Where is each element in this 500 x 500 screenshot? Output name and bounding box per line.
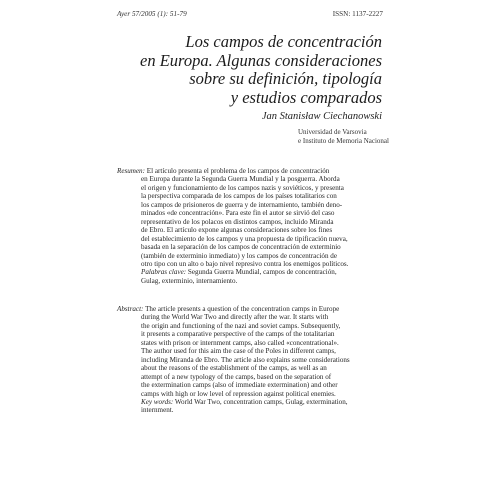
journal-citation: Ayer 57/2005 (1): 51-79 [117, 10, 187, 18]
resumen-line: el origen y funcionamiento de los campos nazis y soviéticos, y presenta [141, 183, 344, 192]
resumen-line: basada en la separación de los campos de concentración de exterminio [141, 243, 341, 252]
keywords-line: Gulag, exterminio, internamiento. [141, 276, 238, 285]
abstract-line: states with prison or internment camps, also called «concentrational». [141, 338, 339, 347]
resumen-line: los campos de prisioneros de guerra y de internamiento, también deno- [141, 200, 343, 209]
abstract-line: the extermination camps (also of immediate extermination) and other [141, 381, 338, 390]
author-affiliation [298, 128, 389, 145]
resumen-line: en Europa durante la Segunda Guerra Mundial y la posguerra. Aborda [141, 175, 340, 184]
title-line: y estudios comparados [230, 87, 382, 107]
abstract-line: attempt of a new typology of the camps, based on the separation of [141, 372, 332, 381]
resumen-line: minados «de concentración». Para este fin el autor se sirvió del caso [141, 209, 335, 218]
abstract-block [117, 305, 382, 415]
abstract-line: about the reasons of the establishment of the camps, as well as an [141, 364, 327, 373]
resumen-line: Resumen: El artículo presenta el problema de los campos de concentración [117, 167, 330, 175]
resumen-line: representativo de los polacos en distintos campos, incluido Miranda [141, 217, 334, 226]
keywords-line: Key words: World War Two, concentration camps, Gulag, extermination, [141, 397, 348, 406]
author-name: Jan Stanisław Ciechanowski [261, 111, 382, 122]
resumen-line: de Ebro. El artículo expone algunas consideraciones sobre los fines [141, 226, 333, 235]
abstract-line: the origin and functioning of the nazi and soviet camps. Subsequently, [141, 321, 341, 330]
resumen-line: del establecimiento de los campos y una propuesta de tipificación nueva, [141, 234, 348, 243]
title-line: en Europa. Algunas consideraciones [140, 50, 382, 70]
page-header [117, 10, 383, 18]
keywords-line: internment. [141, 406, 174, 415]
palabras-clave-label: Palabras clave: [141, 268, 187, 277]
resumen-line: otro tipo con un alto o bajo nivel represivo contra los enemigos políticos. [141, 259, 349, 268]
resumen-label: Resumen: [117, 167, 145, 175]
abstract-line: including Miranda de Ebro. The article also explains some considerations [141, 355, 350, 364]
title-line: Los campos de concentración [185, 32, 382, 51]
key-words-label: Key words: [141, 397, 174, 406]
keywords-line: Palabras clave: Segunda Guerra Mundial, campos de concentración, [141, 268, 337, 277]
issn-number: ISSN: 1137-2227 [332, 10, 383, 18]
abstract-label: Abstract: [117, 305, 144, 313]
affiliation-line: Universidad de Varsovia [298, 128, 367, 136]
abstract-line: The author used for this aim the case of the Poles in different camps, [141, 347, 336, 356]
affiliation-line: e Instituto de Memoria Nacional [298, 136, 389, 145]
resumen-line: la perspectiva comparada de los campos de los países totalitarios con [141, 192, 337, 201]
abstract-line: it presents a comparative perspective of the camps of the totalitarian [141, 330, 335, 339]
resumen-line: (también de exterminio inmediato) y los campos de concentración de [141, 251, 337, 260]
resumen-block [117, 167, 382, 285]
article-title [132, 33, 382, 107]
title-line: sobre su definición, tipología [189, 69, 382, 88]
abstract-line: Abstract: The article presents a question of the concentration camps in Europe [117, 305, 340, 313]
abstract-line: during the World War Two and directly after the war. It starts with [141, 313, 329, 322]
abstract-line: camps with high or low level of repression against political enemies. [141, 389, 336, 398]
